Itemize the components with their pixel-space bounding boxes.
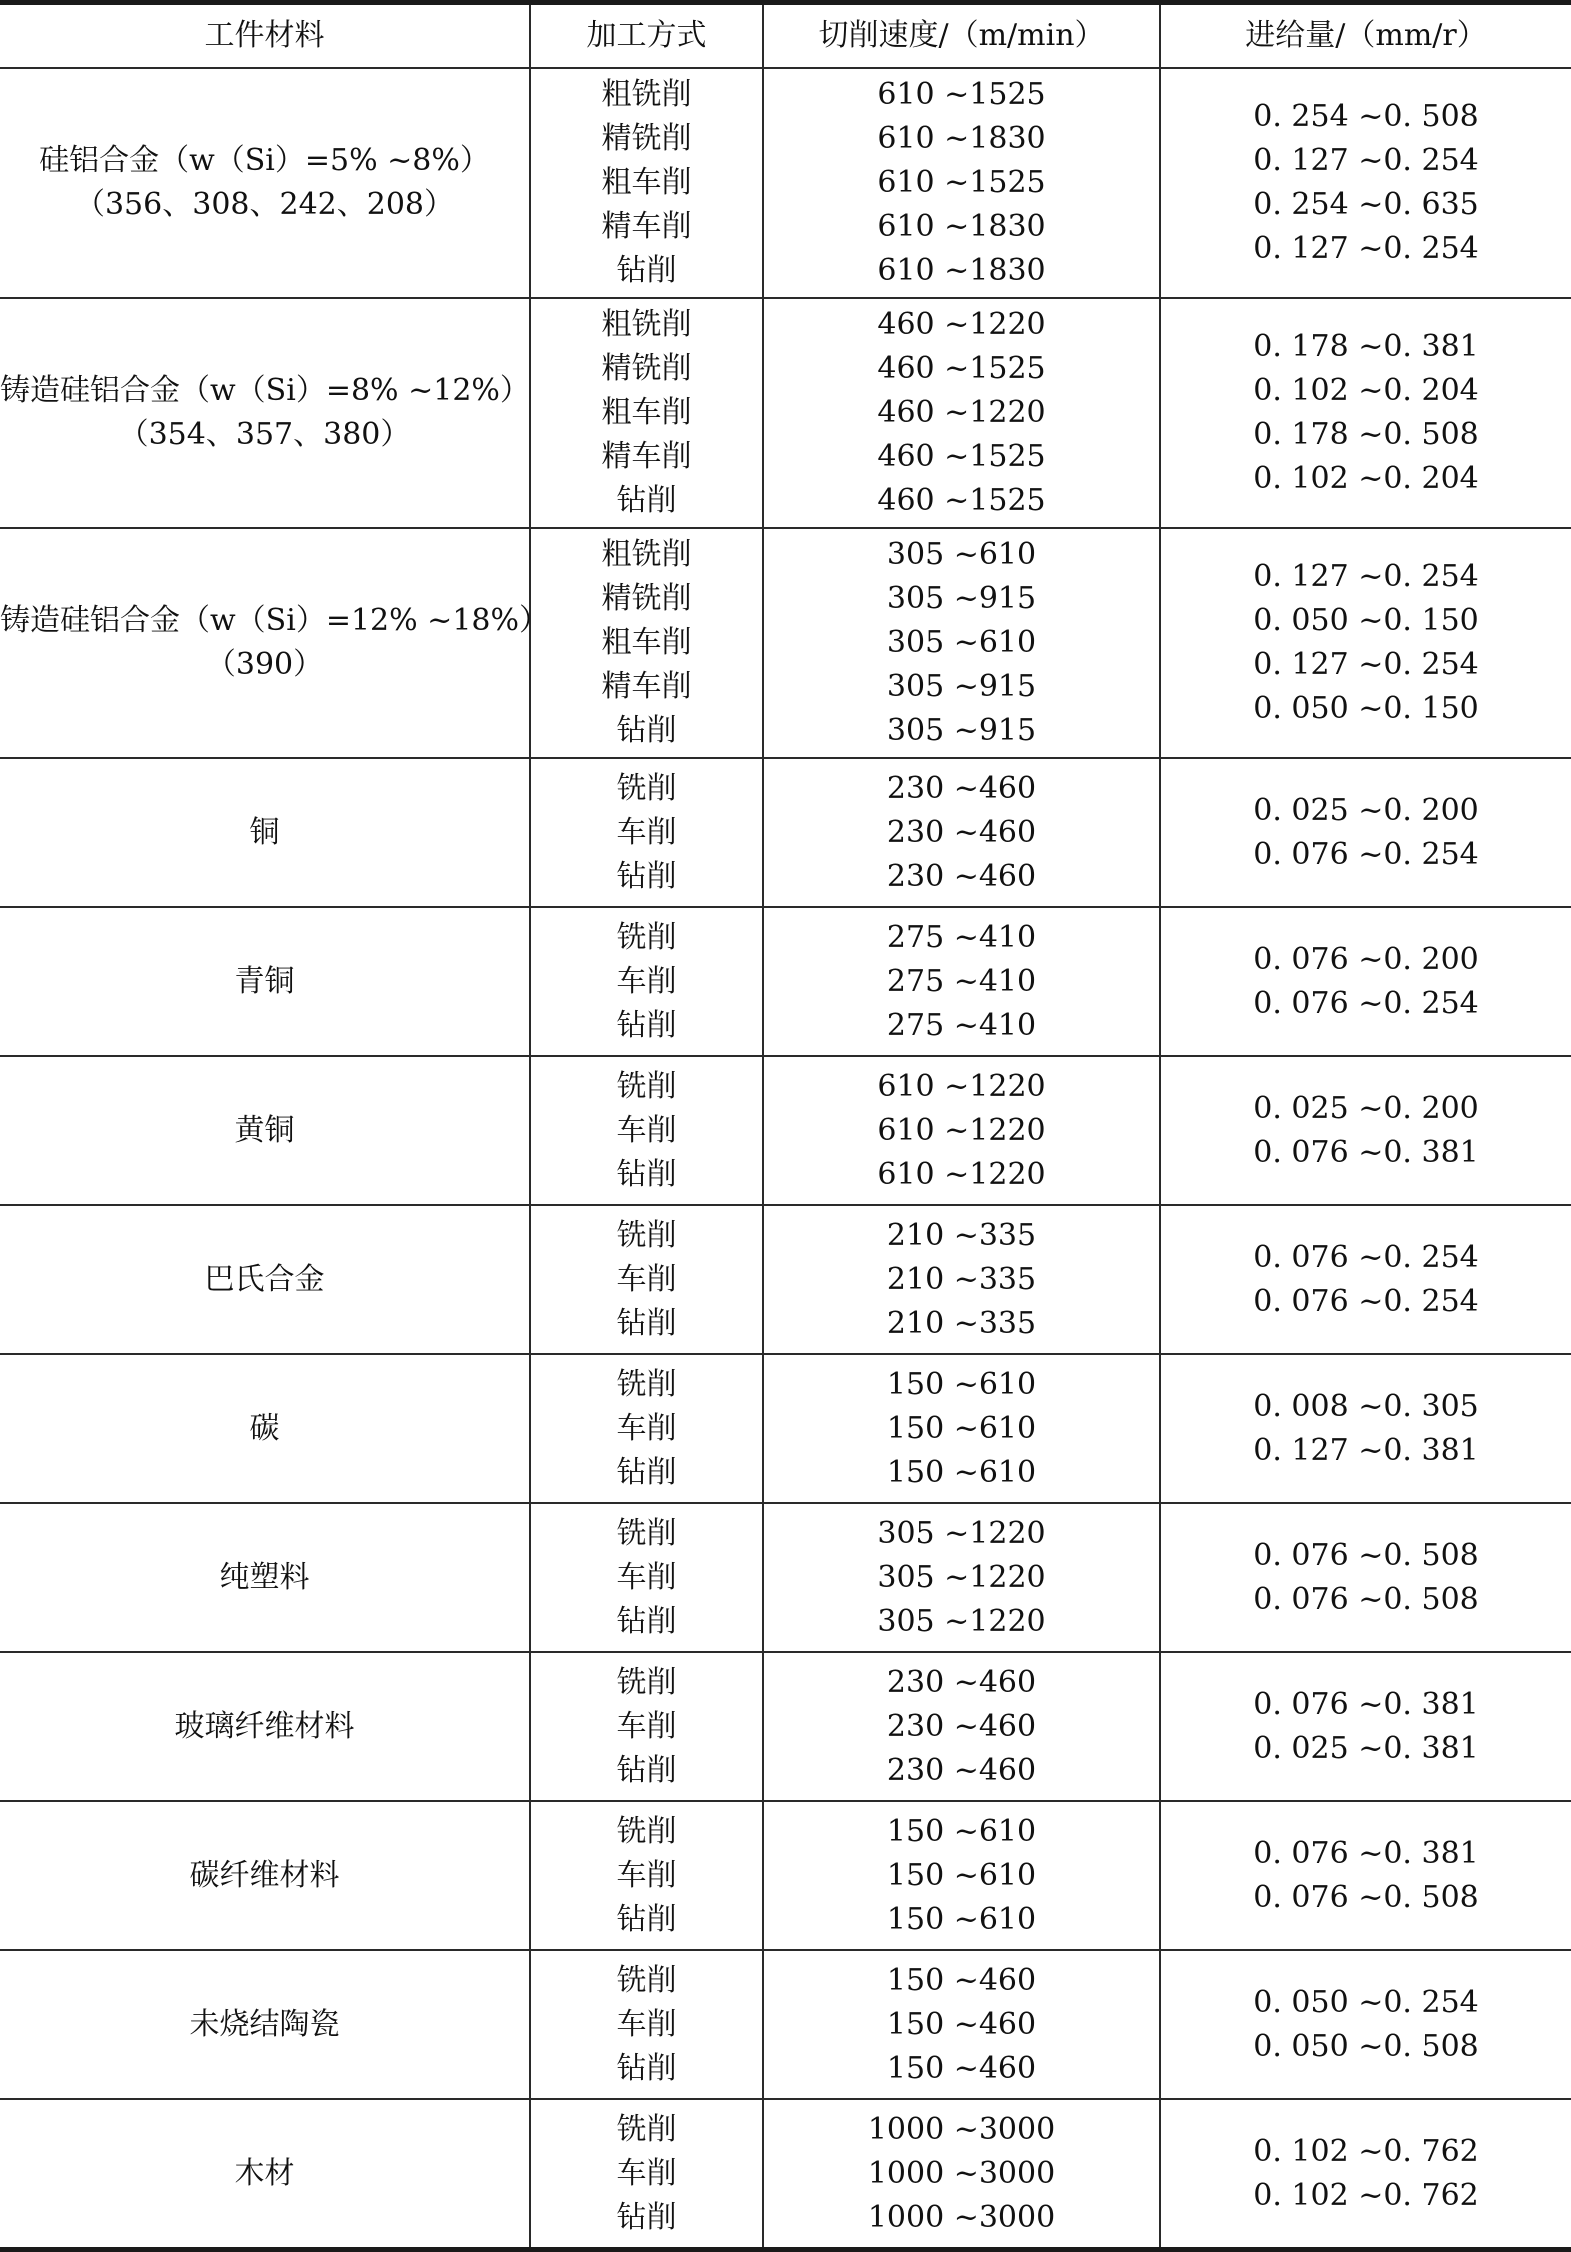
feed-line: 0. 076 ~0. 200 (1253, 941, 1479, 977)
material-line: 硅铝合金（w（Si）=5% ~8%） (39, 143, 490, 178)
speed-line: 230 ~460 (886, 1664, 1037, 1700)
speed-line: 610 ~1220 (877, 1068, 1046, 1104)
table-row (0, 528, 1571, 758)
method-line: 钻削 (616, 713, 677, 748)
header-method: 加工方式 (530, 3, 763, 69)
feed-line: 0. 127 ~0. 254 (1253, 231, 1479, 266)
method-line: 钻削 (616, 1305, 677, 1341)
header-speed: 切削速度/（m/min） (763, 3, 1160, 69)
material-cell (0, 758, 530, 907)
material-line: 铸造硅铝合金（w（Si）=12% ~18%） (0, 603, 549, 638)
feed-line: 0. 178 ~0. 381 (1253, 329, 1479, 364)
material-line: （356、308、242、208） (74, 187, 455, 222)
speed-cell (763, 758, 1160, 907)
method-line: 车削 (616, 814, 677, 850)
method-cell (530, 2099, 763, 2250)
speed-cell (763, 298, 1160, 528)
speed-line: 275 ~410 (886, 1007, 1037, 1043)
speed-line: 305 ~610 (886, 537, 1037, 572)
method-cell (530, 1056, 763, 1205)
method-line: 车削 (616, 1857, 677, 1893)
method-line: 铣削 (616, 1813, 677, 1849)
speed-line: 150 ~610 (886, 1813, 1037, 1849)
feed-cell (1160, 1056, 1571, 1205)
method-cell (530, 68, 763, 298)
method-cell (530, 1652, 763, 1801)
speed-cell (763, 1652, 1160, 1801)
speed-line: 150 ~610 (886, 1410, 1037, 1446)
method-line: 铣削 (616, 1217, 677, 1253)
method-cell (530, 1503, 763, 1652)
method-line: 粗铣削 (601, 537, 692, 572)
speed-line: 1000 ~3000 (867, 2155, 1056, 2191)
speed-cell (763, 68, 1160, 298)
feed-cell (1160, 1652, 1571, 1801)
material-cell (0, 907, 530, 1056)
material-cell (0, 1652, 530, 1801)
speed-line: 305 ~610 (886, 625, 1037, 660)
speed-line: 460 ~1525 (877, 439, 1046, 474)
header-feed: 进给量/（mm/r） (1160, 3, 1571, 69)
method-line: 车削 (616, 1112, 677, 1148)
method-line: 车削 (616, 1410, 677, 1446)
feed-cell (1160, 68, 1571, 298)
feed-line: 0. 076 ~0. 254 (1253, 1283, 1479, 1319)
feed-cell (1160, 758, 1571, 907)
material-cell (0, 298, 530, 528)
speed-line: 230 ~460 (886, 1708, 1037, 1744)
feed-line: 0. 102 ~0. 762 (1253, 2177, 1479, 2213)
method-line: 钻削 (616, 1603, 677, 1639)
method-line: 粗铣削 (601, 77, 692, 112)
method-line: 车削 (616, 1559, 677, 1595)
speed-line: 1000 ~3000 (867, 2111, 1056, 2147)
feed-line: 0. 076 ~0. 508 (1253, 1537, 1479, 1573)
feed-line: 0. 025 ~0. 200 (1253, 1090, 1479, 1126)
header-material: 工件材料 (0, 3, 530, 69)
speed-line: 460 ~1525 (877, 483, 1046, 518)
speed-line: 610 ~1525 (877, 77, 1046, 112)
table-row (0, 1205, 1571, 1354)
material-line: 纯塑料 (219, 1559, 310, 1595)
feed-line: 0. 127 ~0. 254 (1253, 647, 1479, 682)
method-cell (530, 298, 763, 528)
speed-line: 460 ~1525 (877, 351, 1046, 386)
speed-line: 610 ~1220 (877, 1156, 1046, 1192)
method-cell (530, 907, 763, 1056)
method-line: 钻削 (616, 1007, 677, 1043)
method-line: 铣削 (616, 1068, 677, 1104)
speed-cell (763, 907, 1160, 1056)
method-line: 车削 (616, 1708, 677, 1744)
speed-line: 230 ~460 (886, 1752, 1037, 1788)
speed-line: 150 ~610 (886, 1454, 1037, 1490)
method-cell (530, 1354, 763, 1503)
method-line: 钻削 (616, 2050, 677, 2086)
method-line: 车削 (616, 2006, 677, 2042)
material-line: 巴氏合金 (204, 1261, 325, 1297)
speed-line: 305 ~915 (886, 713, 1037, 748)
material-cell (0, 1205, 530, 1354)
table-row (0, 1354, 1571, 1503)
feed-line: 0. 076 ~0. 381 (1253, 1686, 1479, 1722)
method-line: 铣削 (616, 1962, 677, 1998)
method-line: 钻削 (616, 253, 677, 288)
feed-line: 0. 076 ~0. 508 (1253, 1581, 1479, 1617)
header-row (0, 3, 1571, 69)
method-line: 精车削 (601, 669, 692, 704)
feed-line: 0. 127 ~0. 254 (1253, 143, 1479, 178)
feed-line: 0. 008 ~0. 305 (1253, 1388, 1479, 1424)
material-line: （390） (205, 647, 324, 682)
method-line: 铣削 (616, 2111, 677, 2147)
feed-line: 0. 254 ~0. 508 (1253, 99, 1479, 134)
table-row (0, 1652, 1571, 1801)
method-line: 铣削 (616, 1366, 677, 1402)
speed-line: 210 ~335 (886, 1217, 1037, 1253)
material-line: 木材 (234, 2155, 295, 2191)
feed-line: 0. 076 ~0. 254 (1253, 1239, 1479, 1275)
method-line: 铣削 (616, 1664, 677, 1700)
feed-cell (1160, 298, 1571, 528)
material-cell (0, 1503, 530, 1652)
speed-line: 305 ~1220 (877, 1559, 1046, 1595)
method-line: 铣削 (616, 919, 677, 955)
table-row (0, 758, 1571, 907)
method-line: 粗车削 (601, 625, 692, 660)
speed-line: 610 ~1220 (877, 1112, 1046, 1148)
method-cell (530, 1205, 763, 1354)
feed-line: 0. 076 ~0. 381 (1253, 1835, 1479, 1871)
speed-cell (763, 1354, 1160, 1503)
material-line: 碳 (249, 1410, 280, 1446)
material-line: 铜 (249, 814, 280, 850)
speed-line: 305 ~915 (886, 581, 1037, 616)
feed-line: 0. 102 ~0. 204 (1253, 373, 1479, 408)
method-line: 车削 (616, 2155, 677, 2191)
feed-line: 0. 050 ~0. 508 (1253, 2028, 1479, 2064)
method-cell (530, 1801, 763, 1950)
table-body (0, 68, 1571, 2250)
material-line: 未烧结陶瓷 (189, 2006, 340, 2042)
material-cell (0, 68, 530, 298)
feed-line: 0. 050 ~0. 254 (1253, 1984, 1479, 2020)
method-line: 钻削 (616, 2199, 677, 2235)
feed-line: 0. 127 ~0. 254 (1253, 559, 1479, 594)
feed-line: 0. 127 ~0. 381 (1253, 1432, 1479, 1468)
material-line: （354、357、380） (118, 417, 411, 452)
feed-line: 0. 076 ~0. 254 (1253, 985, 1479, 1021)
method-cell (530, 1950, 763, 2099)
feed-line: 0. 050 ~0. 150 (1253, 603, 1479, 638)
method-line: 精铣削 (601, 121, 692, 156)
method-line: 钻削 (616, 1901, 677, 1937)
material-cell (0, 528, 549, 758)
material-line: 玻璃纤维材料 (174, 1708, 355, 1744)
speed-line: 610 ~1830 (877, 209, 1046, 244)
speed-line: 230 ~460 (886, 770, 1037, 806)
method-line: 粗车削 (601, 395, 692, 430)
speed-line: 460 ~1220 (877, 395, 1046, 430)
speed-line: 210 ~335 (886, 1305, 1037, 1341)
feed-cell (1160, 1354, 1571, 1503)
speed-line: 150 ~610 (886, 1901, 1037, 1937)
material-line: 碳纤维材料 (189, 1857, 340, 1893)
feed-line: 0. 025 ~0. 200 (1253, 792, 1479, 828)
material-line: 黄铜 (234, 1112, 295, 1148)
speed-line: 610 ~1830 (877, 253, 1046, 288)
speed-cell (763, 528, 1160, 758)
table-row (0, 907, 1571, 1056)
feed-cell (1160, 1503, 1571, 1652)
speed-cell (763, 1056, 1160, 1205)
speed-line: 150 ~610 (886, 1857, 1037, 1893)
material-line: 铸造硅铝合金（w（Si）=8% ~12%） (0, 373, 530, 408)
material-line: 青铜 (234, 963, 295, 999)
table-row (0, 1950, 1571, 2099)
speed-line: 150 ~460 (886, 2050, 1037, 2086)
feed-line: 0. 254 ~0. 635 (1253, 187, 1479, 222)
method-line: 钻削 (616, 1752, 677, 1788)
table-row (0, 298, 1571, 528)
speed-line: 150 ~610 (886, 1366, 1037, 1402)
speed-line: 1000 ~3000 (867, 2199, 1056, 2235)
method-line: 车削 (616, 1261, 677, 1297)
method-line: 精车削 (601, 209, 692, 244)
material-cell (0, 1950, 530, 2099)
method-line: 钻削 (616, 1454, 677, 1490)
speed-line: 305 ~1220 (877, 1515, 1046, 1551)
feed-cell (1160, 1205, 1571, 1354)
speed-line: 150 ~460 (886, 2006, 1037, 2042)
feed-line: 0. 076 ~0. 381 (1253, 1134, 1479, 1170)
speed-line: 305 ~915 (886, 669, 1037, 704)
speed-cell (763, 1503, 1160, 1652)
method-line: 粗车削 (601, 165, 692, 200)
method-line: 精铣削 (601, 351, 692, 386)
speed-cell (763, 1205, 1160, 1354)
method-cell (530, 758, 763, 907)
speed-cell (763, 2099, 1160, 2250)
method-line: 钻削 (616, 483, 677, 518)
speed-line: 150 ~460 (886, 1962, 1037, 1998)
material-cell (0, 1056, 530, 1205)
table-row (0, 1801, 1571, 1950)
feed-cell (1160, 2099, 1571, 2250)
feed-line: 0. 025 ~0. 381 (1253, 1730, 1479, 1766)
feed-line: 0. 102 ~0. 204 (1253, 461, 1479, 496)
feed-cell (1160, 1801, 1571, 1950)
feed-line: 0. 178 ~0. 508 (1253, 417, 1479, 452)
speed-line: 275 ~410 (886, 963, 1037, 999)
method-cell (530, 528, 763, 758)
table-row (0, 68, 1571, 298)
table-row (0, 2099, 1571, 2250)
method-line: 精车削 (601, 439, 692, 474)
feed-cell (1160, 907, 1571, 1056)
speed-line: 305 ~1220 (877, 1603, 1046, 1639)
feed-line: 0. 102 ~0. 762 (1253, 2133, 1479, 2169)
feed-line: 0. 050 ~0. 150 (1253, 691, 1479, 726)
method-line: 铣削 (616, 1515, 677, 1551)
feed-cell (1160, 528, 1571, 758)
method-line: 钻削 (616, 858, 677, 894)
method-line: 精铣削 (601, 581, 692, 616)
method-line: 车削 (616, 963, 677, 999)
feed-line: 0. 076 ~0. 254 (1253, 836, 1479, 872)
method-line: 粗铣削 (601, 307, 692, 342)
material-cell (0, 1801, 530, 1950)
speed-line: 610 ~1830 (877, 121, 1046, 156)
speed-line: 230 ~460 (886, 814, 1037, 850)
speed-line: 275 ~410 (886, 919, 1037, 955)
method-line: 钻削 (616, 1156, 677, 1192)
speed-line: 610 ~1525 (877, 165, 1046, 200)
table-row (0, 1056, 1571, 1205)
speed-line: 460 ~1220 (877, 307, 1046, 342)
speed-line: 230 ~460 (886, 858, 1037, 894)
method-line: 铣削 (616, 770, 677, 806)
feed-cell (1160, 1950, 1571, 2099)
material-cell (0, 1354, 530, 1503)
speed-line: 210 ~335 (886, 1261, 1037, 1297)
speed-cell (763, 1950, 1160, 2099)
feed-line: 0. 076 ~0. 508 (1253, 1879, 1479, 1915)
speed-cell (763, 1801, 1160, 1950)
table-row (0, 1503, 1571, 1652)
material-cell (0, 2099, 530, 2250)
